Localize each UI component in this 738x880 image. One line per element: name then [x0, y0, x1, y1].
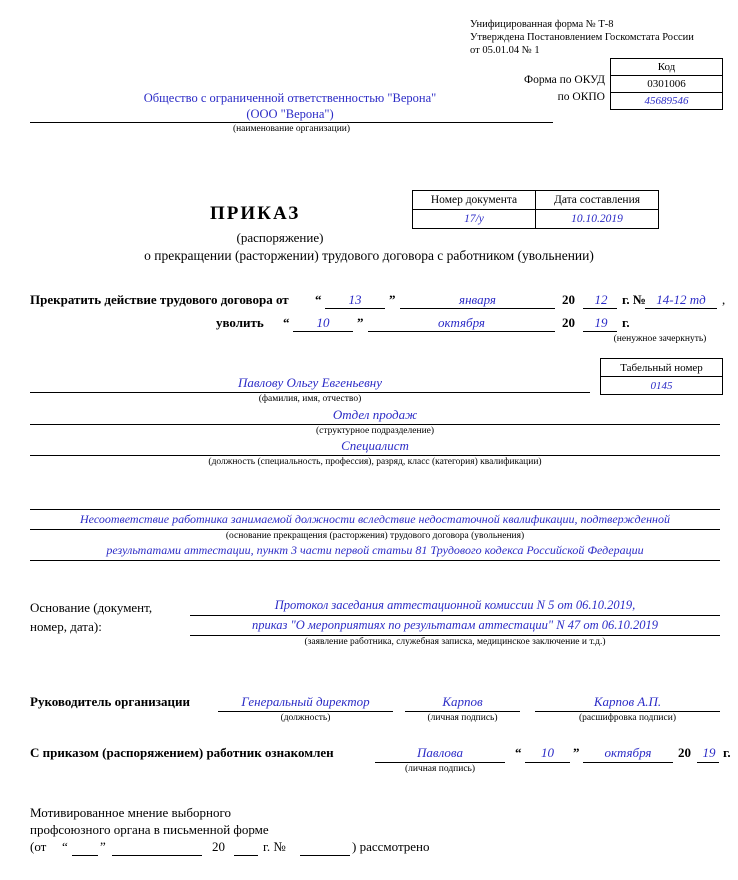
organization-underline — [30, 122, 553, 123]
ack-signature-underline — [375, 762, 505, 763]
contract-number-underline — [645, 308, 717, 309]
kod-header: Код — [611, 59, 723, 76]
okpo-value: 45689546 — [611, 93, 723, 110]
contract-day-underline — [325, 308, 385, 309]
dismiss-year: 19 — [594, 315, 608, 330]
basis-label-2: номер, дата): — [30, 619, 102, 634]
personnel-number-value: 0145 — [601, 377, 723, 395]
contract-number: 14-12 тд — [656, 292, 706, 307]
basis-line-2: приказ "О мероприятиях по результатам аттестации" N 47 от 06.10.2019 — [251, 618, 658, 632]
document-subtitle-2: о прекращении (расторжении) трудового договора с работником (увольнении) — [144, 248, 594, 263]
ack-year-prefix: 20 — [678, 745, 691, 760]
head-signature-caption: (личная подпись) — [427, 713, 498, 723]
union-from-label: (от — [30, 839, 47, 854]
department: Отдел продаж — [332, 407, 418, 422]
position-caption: (должность (специальность, профессия), разряд, класс (категория) квалификации) — [208, 457, 542, 467]
contract-year-underline — [583, 308, 617, 309]
year-prefix-2: 20 — [562, 315, 575, 330]
head-name-underline — [535, 711, 720, 712]
organization-short-name: (ООО "Верона") — [246, 107, 334, 121]
quote-open-1: “ — [315, 292, 322, 307]
head-name-caption: (расшифровка подписи) — [579, 713, 676, 723]
ack-signature-caption: (личная подпись) — [404, 764, 476, 774]
reason-line2-underline — [30, 560, 720, 561]
basis-label-1: Основание (документ, — [30, 600, 153, 615]
comma-1: , — [722, 292, 726, 307]
dismiss-month-underline — [368, 331, 555, 332]
ack-year-suffix: г. — [723, 745, 731, 760]
strike-note: (ненужное зачеркнуть) — [613, 334, 707, 344]
reason-caption: (основание прекращения (расторжения) трудового договора (увольнения) — [225, 531, 525, 541]
basis-line2-underline — [190, 635, 720, 636]
union-num-label: г. № — [263, 839, 286, 854]
basis-line1-underline — [190, 615, 720, 616]
position: Специалист — [341, 438, 409, 453]
okud-table — [610, 58, 723, 110]
dismiss-label: уволить — [216, 315, 264, 330]
reason-line-1: Несоответствие работника занимаемой должности вследствие недостаточной квалификации, подтвержденной — [80, 512, 670, 526]
personnel-number-header: Табельный номер — [601, 359, 723, 377]
okpo-label: по ОКПО — [557, 91, 605, 103]
head-position: Генеральный директор — [241, 694, 370, 709]
dismiss-day: 10 — [316, 315, 330, 330]
doc-date-value: 10.10.2019 — [536, 210, 659, 229]
head-name: Карпов А.П. — [593, 694, 662, 709]
head-signature-underline — [405, 711, 520, 712]
quote-close-1: ” — [389, 292, 396, 307]
union-line-2: профсоюзного органа в письменной форме — [30, 822, 269, 837]
contract-month-underline — [400, 308, 555, 309]
year-suffix-2: г. — [622, 315, 630, 330]
form-header-line2: Утверждена Постановлением Госкомстата России — [470, 32, 694, 43]
union-line-1: Мотивированное мнение выборного — [30, 805, 231, 820]
doc-number-value: 17/у — [413, 210, 536, 229]
form-header-line1: Унифицированная форма № Т-8 — [470, 19, 614, 30]
head-label: Руководитель организации — [30, 694, 190, 709]
dismiss-day-underline — [293, 331, 353, 332]
document-subtitle-1: (распоряжение) — [236, 230, 324, 245]
dismiss-year-underline — [583, 331, 617, 332]
union-day-underline — [72, 855, 98, 856]
basis-line-1: Протокол заседания аттестационной комиссии N 5 от 06.10.2019, — [274, 598, 636, 612]
ack-signature: Павлова — [417, 745, 463, 760]
quote-close-3: ” — [573, 745, 580, 760]
terminate-label: Прекратить действие трудового договора от — [30, 292, 289, 307]
doc-number-header: Номер документа — [413, 191, 536, 210]
contract-year: 12 — [594, 292, 608, 307]
ack-month: октября — [604, 745, 652, 760]
year-prefix-1: 20 — [562, 292, 575, 307]
ack-year-underline — [697, 762, 719, 763]
form-header-line3: от 05.01.04 № 1 — [470, 45, 540, 56]
head-position-caption: (должность) — [280, 713, 331, 723]
union-month-underline — [112, 855, 202, 856]
document-meta-table — [412, 190, 659, 229]
department-underline — [30, 424, 720, 425]
quote-open-3: “ — [515, 745, 522, 760]
ack-label: С приказом (распоряжением) работник ознакомлен — [30, 745, 334, 760]
union-year-prefix: 20 — [212, 839, 225, 854]
head-position-underline — [218, 711, 393, 712]
employee-name: Павлову Ольгу Евгеньевну — [237, 375, 382, 390]
document-title: ПРИКАЗ — [210, 203, 301, 224]
organization-caption: (наименование организации) — [232, 124, 351, 134]
quote-open-2: “ — [283, 315, 290, 330]
ack-month-underline — [583, 762, 673, 763]
department-caption: (структурное подразделение) — [315, 426, 435, 436]
okud-value: 0301006 — [611, 76, 723, 93]
personnel-number-table — [600, 358, 723, 395]
union-year-underline — [234, 855, 258, 856]
quote-open-4: “ — [62, 839, 68, 854]
employee-name-underline — [30, 392, 590, 393]
position-underline — [30, 455, 720, 456]
ack-year: 19 — [702, 745, 716, 760]
okud-label: Форма по ОКУД — [524, 74, 605, 86]
form-header — [470, 18, 694, 57]
basis-caption: (заявление работника, служебная записка, медицинское заключение и т.д.) — [304, 637, 606, 647]
year-suffix-1: г. № — [622, 292, 647, 307]
ack-day-underline — [525, 762, 570, 763]
ack-day: 10 — [541, 745, 554, 760]
employee-name-caption: (фамилия, имя, отчество) — [258, 394, 362, 404]
head-signature: Карпов — [442, 694, 483, 709]
quote-close-2: ” — [357, 315, 364, 330]
organization-name: Общество с ограниченной ответственностью "Верона" — [143, 91, 437, 105]
doc-date-header: Дата составления — [536, 191, 659, 210]
quote-close-4: ” — [100, 839, 106, 854]
reason-line-2: результатами аттестации, пункт 3 части первой статьи 81 Трудового кодекса Российской Федерации — [106, 543, 644, 557]
reason-line0-underline — [30, 509, 720, 510]
reason-line1-underline — [30, 529, 720, 530]
dismiss-month: октября — [438, 315, 485, 330]
contract-month: января — [459, 292, 496, 307]
contract-day: 13 — [348, 292, 362, 307]
union-closing: ) рассмотрено — [352, 839, 430, 854]
union-num-underline — [300, 855, 350, 856]
